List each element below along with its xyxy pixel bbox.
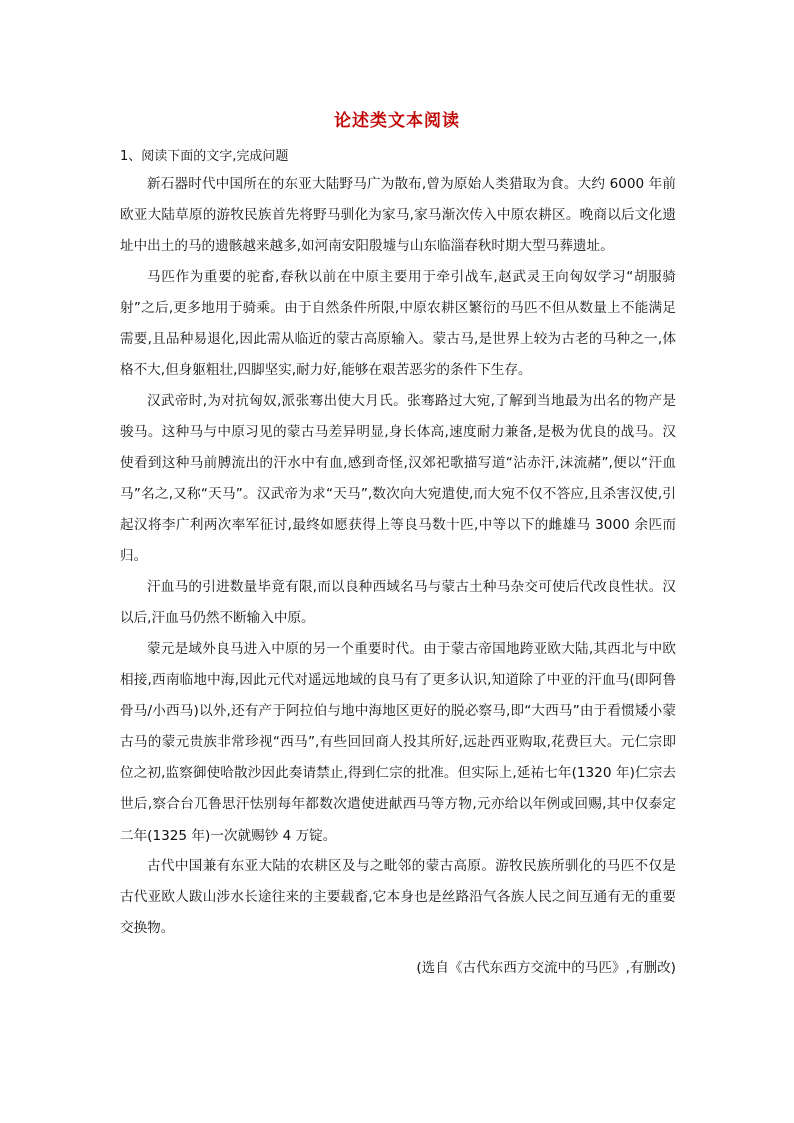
paragraph-5: 蒙元是域外良马进入中原的另一个重要时代。由于蒙古帝国地跨亚欧大陆,其西北与中欧相接,西南临地中海,因此元代对遥远地域的良马有了更多认识,知道除了中亚的汗血马(即阿鲁骨马/小西马)以外,还有产于阿拉伯与地中海地区更好的脱必察马,即“大西马”由于看惯矮小蒙古马的蒙元贵族非常珍视“西马”,有些回回商人投其所好,远赴西亚购取,花费巨大。元仁宗即位之初,监察御使哈散沙因此奏请禁止,得到仁宗的批准。但实际上,延祐七年(1320 年)仁宗去世后,察合台兀鲁思汗怯别每年都数次遣使进献西马等方物,元亦给以年例或回赐,其中仅泰定二年(1325 年)一次就赐钞 4 万锭。 xyxy=(120,641,676,844)
question-prompt: 1、阅读下面的文字,完成问题 xyxy=(120,149,289,164)
source-citation: (选自《古代东西方交流中的马匹》,有删改) xyxy=(416,960,676,976)
paragraph-4: 汗血马的引进数量毕竟有限,而以良种西域名马与蒙古土种马杂交可使后代改良性状。汉以后,汗血马仍然不断输入中原。 xyxy=(120,579,676,627)
paragraph-1: 新石器时代中国所在的东亚大陆野马广为散布,曾为原始人类猎取为食。大约 6000 年前欧亚大陆草原的游牧民族首先将野马驯化为家马,家马渐次传入中原农耕区。晚商以后文化遗址中出土的马的遗骸越来越多,如河南安阳殷墟与山东临淄春秋时期大型马葬遗址。 xyxy=(120,176,676,255)
document-title: 论述类文本阅读 xyxy=(334,111,460,131)
paragraph-6: 古代中国兼有东亚大陆的农耕区及与之毗邻的蒙古高原。游牧民族所驯化的马匹不仅是古代亚欧人跋山涉水长途往来的主要载畜,它本身也是丝路沿气各族人民之间互通有无的重要交换物。 xyxy=(120,858,676,937)
paragraph-2: 马匹作为重要的驼畜,春秋以前在中原主要用于牵引战车,赵武灵王向匈奴学习“胡服骑射”之后,更多地用于骑乘。由于自然条件所限,中原农耕区繁衍的马匹不但从数量上不能满足需要,且品种易退化,因此需从临近的蒙古高原输入。蒙古马,是世界上较为古老的马种之一,体格不大,但身躯粗壮,四脚坚实,耐力好,能够在艰苦恶劣的条件下生存。 xyxy=(120,269,676,379)
paragraph-3: 汉武帝时,为对抗匈奴,派张骞出使大月氏。张骞路过大宛,了解到当地最为出名的物产是骏马。这种马与中原习见的蒙古马差异明显,身长体高,速度耐力兼备,是极为优良的战马。汉使看到这种马前膊流出的汗水中有血,感到奇怪,汉郊祀歌描写道“沾赤汗,沫流赭”,便以“汗血马”名之,又称“天马”。汉武帝为求“天马”,数次向大宛遣使,而大宛不仅不答应,且杀害汉使,引起汉将李广利两次率军征讨,最终如愿获得上等良马数十匹,中等以下的雌雄马 3000 余匹而归。 xyxy=(120,393,676,565)
